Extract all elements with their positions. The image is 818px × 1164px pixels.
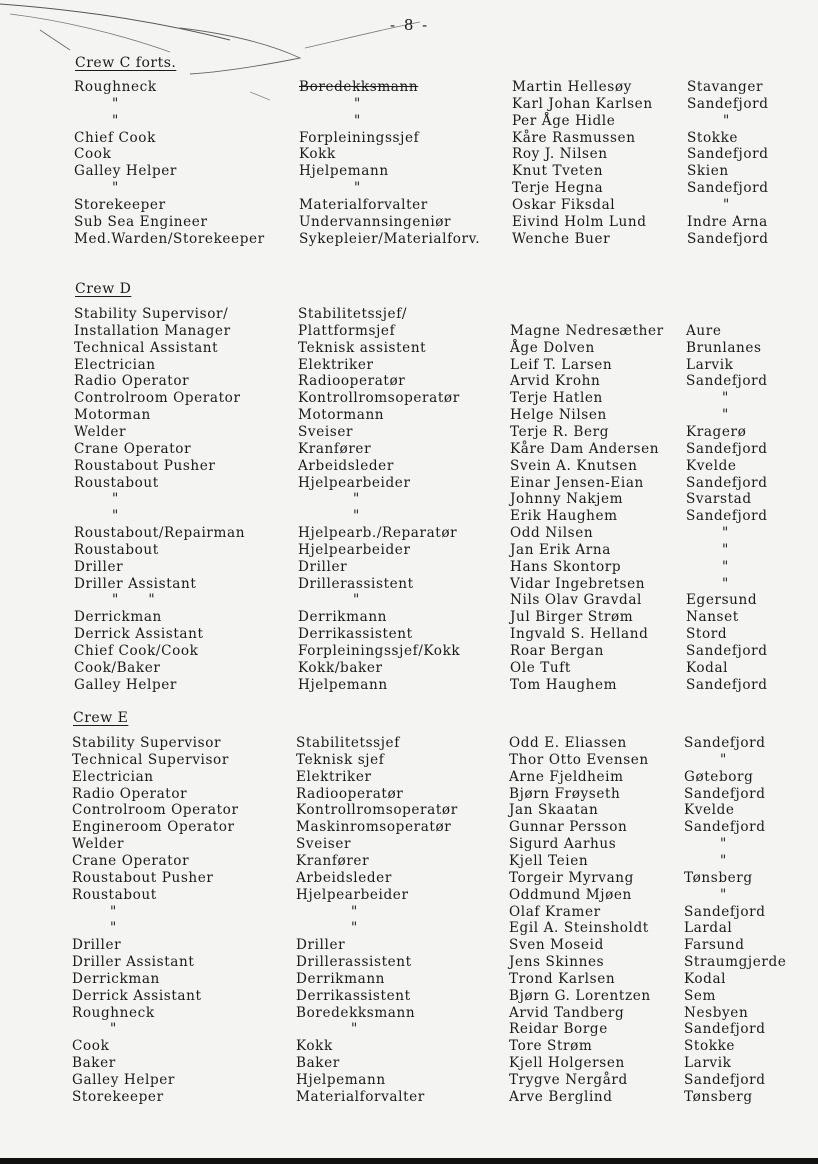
position-norwegian: " bbox=[353, 592, 360, 609]
hometown: Skien bbox=[687, 163, 729, 180]
hometown: Farsund bbox=[684, 937, 745, 954]
position-norwegian: Drillerassistent bbox=[296, 954, 412, 971]
hometown: Sandefjord bbox=[687, 95, 769, 112]
position-english: Cook bbox=[72, 1038, 110, 1055]
position-norwegian: Hjelpearb./Reparatør bbox=[298, 525, 458, 542]
roster-row bbox=[0, 542, 818, 559]
roster-row bbox=[0, 475, 818, 492]
position-norwegian: Kokk bbox=[299, 146, 336, 163]
hometown: Kodal bbox=[684, 970, 727, 987]
hometown: Aure bbox=[686, 322, 722, 339]
person-name: Thor Otto Evensen bbox=[509, 751, 649, 768]
position-norwegian: Radiooperatør bbox=[296, 785, 404, 802]
roster-row bbox=[0, 306, 818, 323]
position-english: Stability Supervisor/ bbox=[74, 306, 229, 322]
position-norwegian: " bbox=[354, 112, 361, 129]
position-english: Sub Sea Engineer bbox=[74, 213, 208, 230]
roster-row bbox=[0, 937, 818, 954]
person-name: Arve Berglind bbox=[509, 1088, 613, 1105]
person-name: Jan Skaatan bbox=[509, 802, 599, 819]
position-english: " bbox=[110, 903, 117, 920]
hometown: Sandefjord bbox=[684, 1072, 766, 1088]
position-norwegian: Radiooperatør bbox=[298, 373, 406, 390]
position-english: Galley Helper bbox=[72, 1072, 175, 1088]
page-number: - 8 - bbox=[390, 16, 430, 34]
roster-row bbox=[0, 1089, 818, 1106]
hometown: Stokke bbox=[687, 129, 739, 146]
roster-row bbox=[0, 424, 818, 441]
position-norwegian: Sveiser bbox=[298, 423, 354, 440]
position-norwegian: Forpleiningssjef bbox=[299, 129, 420, 146]
person-name: Kåre Dam Andersen bbox=[510, 440, 660, 457]
person-name: Erik Haughem bbox=[510, 508, 618, 525]
position-norwegian: Boredekksmann bbox=[296, 1004, 416, 1021]
hometown: " bbox=[720, 751, 727, 768]
position-norwegian: Kranfører bbox=[296, 852, 370, 869]
position-english: Cook bbox=[74, 146, 112, 163]
roster-row bbox=[0, 407, 818, 424]
hometown: Tønsberg bbox=[684, 869, 753, 886]
person-name: Olaf Kramer bbox=[509, 903, 601, 920]
person-name: Kjell Teien bbox=[509, 852, 589, 869]
hometown: Sandefjord bbox=[684, 1021, 766, 1038]
person-name: Jul Birger Strøm bbox=[510, 609, 634, 626]
hometown: Kvelde bbox=[686, 457, 737, 474]
position-norwegian: Kranfører bbox=[298, 440, 372, 457]
position-norwegian: " bbox=[351, 903, 358, 920]
position-english: Baker bbox=[72, 1055, 116, 1072]
person-name: Åge Dolven bbox=[510, 339, 595, 356]
roster-row bbox=[0, 988, 818, 1005]
position-norwegian: Boredekksmann bbox=[299, 79, 419, 95]
position-english: " " bbox=[112, 592, 156, 609]
position-english: Roughneck bbox=[74, 79, 157, 95]
person-name: Karl Johan Karlsen bbox=[512, 95, 653, 112]
position-english: " bbox=[112, 491, 119, 508]
person-name: Arvid Krohn bbox=[510, 373, 601, 390]
roster-row bbox=[0, 373, 818, 390]
roster-row bbox=[0, 954, 818, 971]
position-norwegian: Arbeidsleder bbox=[296, 869, 392, 886]
roster-row bbox=[0, 1055, 818, 1072]
position-norwegian: " bbox=[353, 508, 360, 525]
position-english: " bbox=[112, 508, 119, 525]
roster-row bbox=[0, 214, 818, 231]
hometown: Sandefjord bbox=[686, 474, 768, 491]
person-name: Wenche Buer bbox=[512, 230, 611, 247]
roster-row bbox=[0, 836, 818, 853]
position-norwegian: " bbox=[354, 95, 361, 112]
hometown: Kodal bbox=[686, 659, 729, 676]
position-english: Roustabout bbox=[74, 541, 159, 558]
position-english: Cook/Baker bbox=[74, 659, 161, 676]
position-english: Crane Operator bbox=[74, 440, 192, 457]
hometown: Egersund bbox=[686, 592, 758, 609]
position-english: Roustabout/Repairman bbox=[74, 525, 246, 542]
position-norwegian: Hjelpearbeider bbox=[296, 886, 409, 903]
hometown: Sandefjord bbox=[687, 180, 769, 197]
hometown: Tønsberg bbox=[684, 1088, 753, 1105]
person-name: Per Åge Hidle bbox=[512, 112, 616, 129]
position-norwegian: Maskinromsoperatør bbox=[296, 819, 452, 836]
position-norwegian: Derrikmann bbox=[298, 609, 388, 626]
position-english: Driller bbox=[72, 937, 122, 954]
hometown: Larvik bbox=[686, 356, 734, 373]
hometown: Sandefjord bbox=[686, 440, 768, 457]
roster-row bbox=[0, 390, 818, 407]
hometown: Sandefjord bbox=[684, 903, 766, 920]
roster-row bbox=[0, 1021, 818, 1038]
position-english: Radio Operator bbox=[72, 785, 188, 802]
position-norwegian: Driller bbox=[296, 937, 346, 954]
person-name: Tom Haughem bbox=[510, 676, 618, 693]
hometown: " bbox=[722, 390, 729, 407]
position-norwegian: " bbox=[351, 920, 358, 937]
hometown: Larvik bbox=[684, 1055, 732, 1072]
position-english: Roustabout Pusher bbox=[74, 457, 216, 474]
person-name: Einar Jensen-Eian bbox=[510, 474, 644, 491]
roster-row bbox=[0, 180, 818, 197]
roster-row bbox=[0, 735, 818, 752]
person-name: Bjørn Frøyseth bbox=[509, 785, 621, 802]
person-name: Jens Skinnes bbox=[509, 954, 605, 971]
hometown: Kragerø bbox=[686, 423, 747, 440]
section-heading: Crew D bbox=[75, 281, 132, 297]
roster-row bbox=[0, 920, 818, 937]
person-name: Svein A. Knutsen bbox=[510, 457, 638, 474]
position-norwegian: Materialforvalter bbox=[296, 1088, 425, 1105]
hometown: " bbox=[722, 407, 729, 424]
position-english: Driller Assistant bbox=[74, 575, 197, 592]
roster-row bbox=[0, 491, 818, 508]
position-norwegian: Hjelpearbeider bbox=[298, 474, 411, 491]
hometown: Sandefjord bbox=[684, 785, 766, 802]
person-name: Sven Moseid bbox=[509, 937, 604, 954]
hometown: Sem bbox=[684, 987, 717, 1004]
position-english: Installation Manager bbox=[74, 322, 231, 339]
hometown: " bbox=[723, 196, 730, 213]
roster-row bbox=[0, 677, 818, 694]
position-english: Controlroom Operator bbox=[74, 390, 241, 407]
person-name: Odd Nilsen bbox=[510, 525, 594, 542]
position-norwegian: Kokk bbox=[296, 1038, 333, 1055]
person-name: Eivind Holm Lund bbox=[512, 213, 647, 230]
position-norwegian: " bbox=[351, 1021, 358, 1038]
hometown: " bbox=[722, 575, 729, 592]
person-name: Martin Hellesøy bbox=[512, 79, 632, 95]
position-english: Electrician bbox=[74, 356, 156, 373]
position-norwegian: Stabilitetssjef bbox=[296, 735, 400, 751]
hometown: Sandefjord bbox=[686, 373, 768, 390]
position-english: Derrickman bbox=[72, 970, 160, 987]
roster-row bbox=[0, 660, 818, 677]
hometown: Brunlanes bbox=[686, 339, 762, 356]
person-name: Leif T. Larsen bbox=[510, 356, 613, 373]
person-name: Oskar Fiksdal bbox=[512, 196, 616, 213]
roster-row bbox=[0, 113, 818, 130]
position-norwegian: Motormann bbox=[298, 407, 385, 424]
position-english: Chief Cook/Cook bbox=[74, 643, 199, 659]
position-english: Driller bbox=[74, 558, 124, 575]
position-norwegian: Elektriker bbox=[296, 768, 372, 785]
position-norwegian: Drillerassistent bbox=[298, 575, 414, 592]
person-name: Nils Olav Gravdal bbox=[510, 592, 642, 609]
roster-row bbox=[0, 323, 818, 340]
hometown: Stavanger bbox=[687, 79, 764, 95]
person-name: Ingvald S. Helland bbox=[510, 626, 649, 643]
person-name: Terje Hatlen bbox=[510, 390, 603, 407]
roster-row bbox=[0, 163, 818, 180]
position-norwegian: Kokk/baker bbox=[298, 659, 383, 676]
roster-row bbox=[0, 458, 818, 475]
roster-row bbox=[0, 197, 818, 214]
position-english: Derrick Assistant bbox=[74, 626, 204, 643]
position-english: Roustabout bbox=[72, 886, 157, 903]
hometown: Stord bbox=[686, 626, 728, 643]
position-norwegian: Hjelpemann bbox=[298, 676, 388, 693]
position-english: Motorman bbox=[74, 407, 151, 424]
position-norwegian: Forpleiningssjef/Kokk bbox=[298, 643, 461, 659]
roster-row bbox=[0, 357, 818, 374]
roster-row bbox=[0, 340, 818, 357]
roster-row bbox=[0, 79, 818, 96]
position-norwegian: Baker bbox=[296, 1055, 340, 1072]
hometown: " bbox=[722, 525, 729, 542]
person-name: Hans Skontorp bbox=[510, 558, 622, 575]
person-name: Magne Nedresæther bbox=[510, 322, 664, 339]
hometown: Gøteborg bbox=[684, 768, 754, 785]
person-name: Odd E. Eliassen bbox=[509, 735, 627, 751]
position-english: Welder bbox=[72, 836, 125, 853]
position-norwegian: Kontrollromsoperatør bbox=[298, 390, 460, 407]
hometown: " bbox=[722, 541, 729, 558]
position-english: Electrician bbox=[72, 768, 154, 785]
person-name: Oddmund Mjøen bbox=[509, 886, 632, 903]
position-english: " bbox=[110, 920, 117, 937]
roster-row bbox=[0, 609, 818, 626]
person-name: Egil A. Steinsholdt bbox=[509, 920, 649, 937]
position-norwegian: Derrikmann bbox=[296, 970, 386, 987]
hometown: Sandefjord bbox=[684, 819, 766, 836]
hometown: " bbox=[723, 112, 730, 129]
hometown: Indre Arna bbox=[687, 213, 768, 230]
person-name: Reidar Borge bbox=[509, 1021, 608, 1038]
position-english: Radio Operator bbox=[74, 373, 190, 390]
position-english: Galley Helper bbox=[74, 163, 177, 180]
position-english: Stability Supervisor bbox=[72, 735, 222, 751]
hometown: Sandefjord bbox=[687, 230, 769, 247]
roster-row bbox=[0, 96, 818, 113]
position-english: Roustabout bbox=[74, 474, 159, 491]
person-name: Vidar Ingebretsen bbox=[510, 575, 646, 592]
scan-bottom-edge bbox=[0, 1158, 818, 1164]
roster-row bbox=[0, 441, 818, 458]
hometown: Sandefjord bbox=[686, 643, 768, 659]
position-norwegian: Driller bbox=[298, 558, 348, 575]
position-norwegian: Hjelpearbeider bbox=[298, 541, 411, 558]
position-english: Welder bbox=[74, 423, 127, 440]
position-norwegian: Hjelpemann bbox=[296, 1072, 386, 1088]
position-english: " bbox=[112, 180, 119, 197]
position-english: Derrick Assistant bbox=[72, 987, 202, 1004]
roster-row bbox=[0, 752, 818, 769]
hometown: Sandefjord bbox=[684, 735, 766, 751]
person-name: Bjørn G. Lorentzen bbox=[509, 987, 651, 1004]
roster-row bbox=[0, 887, 818, 904]
roster-row bbox=[0, 870, 818, 887]
roster-row bbox=[0, 508, 818, 525]
hometown: Lardal bbox=[684, 920, 733, 937]
position-norwegian: Elektriker bbox=[298, 356, 374, 373]
position-norwegian: Stabilitetssjef/ bbox=[298, 306, 408, 322]
position-english: Derrickman bbox=[74, 609, 162, 626]
person-name: Kjell Holgersen bbox=[509, 1055, 625, 1072]
position-norwegian: Materialforvalter bbox=[299, 196, 428, 213]
roster-row bbox=[0, 819, 818, 836]
position-english: " bbox=[110, 1021, 117, 1038]
person-name: Tore Strøm bbox=[509, 1038, 593, 1055]
position-norwegian: Arbeidsleder bbox=[298, 457, 394, 474]
position-norwegian: Hjelpemann bbox=[299, 163, 389, 180]
person-name: Arvid Tandberg bbox=[509, 1004, 625, 1021]
person-name: Jan Erik Arna bbox=[510, 541, 611, 558]
roster-row bbox=[0, 1038, 818, 1055]
person-name: Sigurd Aarhus bbox=[509, 836, 617, 853]
position-english: Med.Warden/Storekeeper bbox=[74, 230, 265, 247]
roster-row bbox=[0, 802, 818, 819]
position-english: Technical Assistant bbox=[74, 339, 219, 356]
roster-row bbox=[0, 971, 818, 988]
person-name: Ole Tuft bbox=[510, 659, 571, 676]
roster-row bbox=[0, 146, 818, 163]
roster-row bbox=[0, 904, 818, 921]
hometown: Nanset bbox=[686, 609, 739, 626]
hometown: Stokke bbox=[684, 1038, 736, 1055]
position-norwegian: Derrikassistent bbox=[296, 987, 411, 1004]
hometown: Sandefjord bbox=[686, 676, 768, 693]
hometown: " bbox=[720, 852, 727, 869]
position-norwegian: Teknisk sjef bbox=[296, 751, 385, 768]
position-norwegian: " bbox=[353, 491, 360, 508]
position-english: Storekeeper bbox=[74, 196, 166, 213]
person-name: Torgeir Myrvang bbox=[509, 869, 634, 886]
position-english: Galley Helper bbox=[74, 676, 177, 693]
position-norwegian: Kontrollromsoperatør bbox=[296, 802, 458, 819]
position-english: Crane Operator bbox=[72, 852, 190, 869]
person-name: Helge Nilsen bbox=[510, 407, 607, 424]
position-norwegian: Sveiser bbox=[296, 836, 352, 853]
position-norwegian: " bbox=[354, 180, 361, 197]
person-name: Terje Hegna bbox=[512, 180, 604, 197]
hometown: Kvelde bbox=[684, 802, 735, 819]
position-norwegian: Undervannsingeniør bbox=[299, 213, 452, 230]
roster-row bbox=[0, 786, 818, 803]
roster-row bbox=[0, 231, 818, 248]
position-norwegian: Teknisk assistent bbox=[298, 339, 427, 356]
roster-row bbox=[0, 853, 818, 870]
position-english: Engineroom Operator bbox=[72, 819, 235, 836]
hometown: Sandefjord bbox=[687, 146, 769, 163]
hometown: " bbox=[720, 836, 727, 853]
person-name: Knut Tveten bbox=[512, 163, 604, 180]
hometown: Straumgjerde bbox=[684, 954, 787, 971]
position-norwegian: Sykepleier/Materialforv. bbox=[299, 230, 481, 247]
hometown: Nesbyen bbox=[684, 1004, 749, 1021]
person-name: Trond Karlsen bbox=[509, 970, 616, 987]
position-english: Driller Assistant bbox=[72, 954, 195, 971]
person-name: Roy J. Nilsen bbox=[512, 146, 608, 163]
hometown: " bbox=[722, 558, 729, 575]
roster-row bbox=[0, 1072, 818, 1089]
roster-row bbox=[0, 525, 818, 542]
position-english: Roughneck bbox=[72, 1004, 155, 1021]
person-name: Gunnar Persson bbox=[509, 819, 628, 836]
person-name: Arne Fjeldheim bbox=[509, 768, 624, 785]
section-heading: Crew C forts. bbox=[75, 55, 177, 71]
position-english: Controlroom Operator bbox=[72, 802, 239, 819]
position-english: " bbox=[112, 112, 119, 129]
position-english: Storekeeper bbox=[72, 1088, 164, 1105]
roster-row bbox=[0, 576, 818, 593]
position-english: Roustabout Pusher bbox=[72, 869, 214, 886]
person-name: Terje R. Berg bbox=[510, 423, 610, 440]
position-english: Technical Supervisor bbox=[72, 751, 229, 768]
person-name: Johnny Nakjem bbox=[510, 491, 624, 508]
roster-row bbox=[0, 643, 818, 660]
position-norwegian: Derrikassistent bbox=[298, 626, 413, 643]
hometown: Sandefjord bbox=[686, 508, 768, 525]
person-name: Roar Bergan bbox=[510, 643, 605, 659]
position-english: Chief Cook bbox=[74, 129, 156, 146]
section-heading: Crew E bbox=[73, 710, 129, 726]
position-english: " bbox=[112, 95, 119, 112]
roster-row bbox=[0, 769, 818, 786]
position-norwegian: Plattformsjef bbox=[298, 322, 396, 339]
roster-row bbox=[0, 130, 818, 147]
person-name: Kåre Rasmussen bbox=[512, 129, 636, 146]
roster-row bbox=[0, 1005, 818, 1022]
roster-row bbox=[0, 559, 818, 576]
hometown: " bbox=[720, 886, 727, 903]
roster-row bbox=[0, 626, 818, 643]
hometown: Svarstad bbox=[686, 491, 752, 508]
person-name: Trygve Nergård bbox=[509, 1072, 628, 1088]
roster-row bbox=[0, 592, 818, 609]
